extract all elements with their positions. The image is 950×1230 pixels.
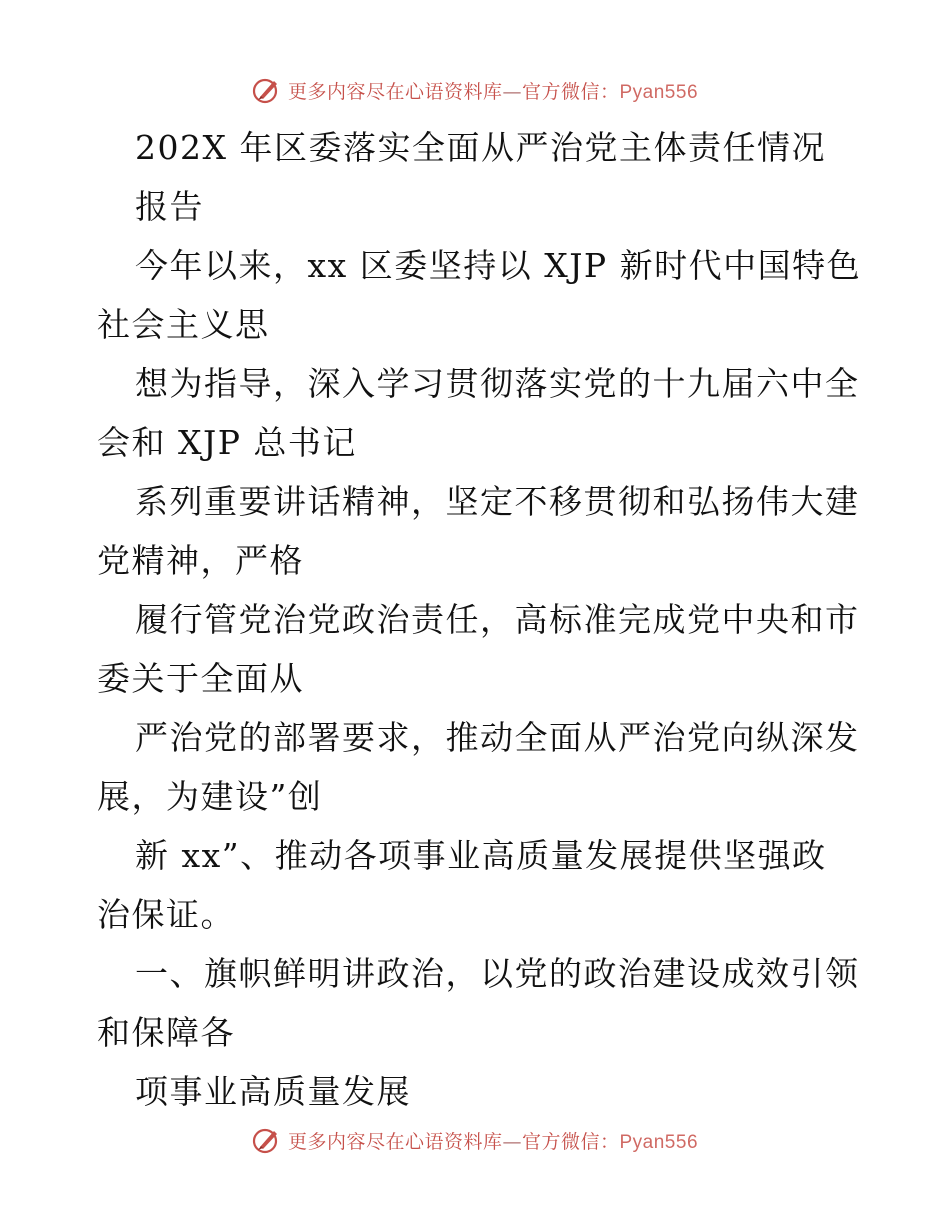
footer-watermark xyxy=(0,1120,950,1160)
watermark-text xyxy=(288,77,698,104)
document-body xyxy=(97,118,862,1121)
document-line: 展，为建设”创 xyxy=(97,777,323,816)
document-line: 履行管党治党政治责任，高标准完成党中央和市 xyxy=(135,600,860,639)
document-line: 202X 年区委落实全面从严治党主体责任情况 xyxy=(135,128,826,167)
document-line: 今年以来，xx 区委坚持以 XJP 新时代中国特色 xyxy=(135,246,862,285)
watermark-separator: — xyxy=(502,80,522,103)
quill-logo-icon xyxy=(252,1125,282,1155)
watermark-wechat-label: 官方微信： xyxy=(521,1130,620,1153)
document-line: 党精神，严格 xyxy=(97,541,304,580)
header-watermark xyxy=(0,70,950,110)
document-line: 想为指导，深入学习贯彻落实党的十九届六中全 xyxy=(135,364,860,403)
watermark-wechat-label: 官方微信： xyxy=(521,80,620,103)
document-line: 会和 XJP 总书记 xyxy=(97,423,357,462)
document-line: 项事业高质量发展 xyxy=(135,1072,411,1111)
watermark-wechat-id: Pyan556 xyxy=(619,81,699,103)
watermark-wechat-id: Pyan556 xyxy=(619,1131,699,1153)
document-line: 系列重要讲话精神，坚定不移贯彻和弘扬伟大建 xyxy=(135,482,860,521)
document-line: 和保障各 xyxy=(97,1013,235,1052)
document-line: 报告 xyxy=(135,187,204,226)
watermark-site-text: 更多内容尽在心语资料库 xyxy=(287,80,503,103)
document-line: 一、旗帜鲜明讲政治，以党的政治建设成效引领 xyxy=(135,954,860,993)
document-line: 社会主义思 xyxy=(97,305,270,344)
document-line: 新 xx”、推动各项事业高质量发展提供坚强政 xyxy=(135,836,827,875)
document-line: 严治党的部署要求，推动全面从严治党向纵深发 xyxy=(135,718,860,757)
watermark-separator: — xyxy=(502,1130,522,1153)
watermark-site-text: 更多内容尽在心语资料库 xyxy=(287,1130,503,1153)
document-line: 委关于全面从 xyxy=(97,659,304,698)
quill-logo-icon xyxy=(252,75,282,105)
watermark-text xyxy=(288,1127,698,1154)
document-line: 治保证。 xyxy=(97,895,235,934)
